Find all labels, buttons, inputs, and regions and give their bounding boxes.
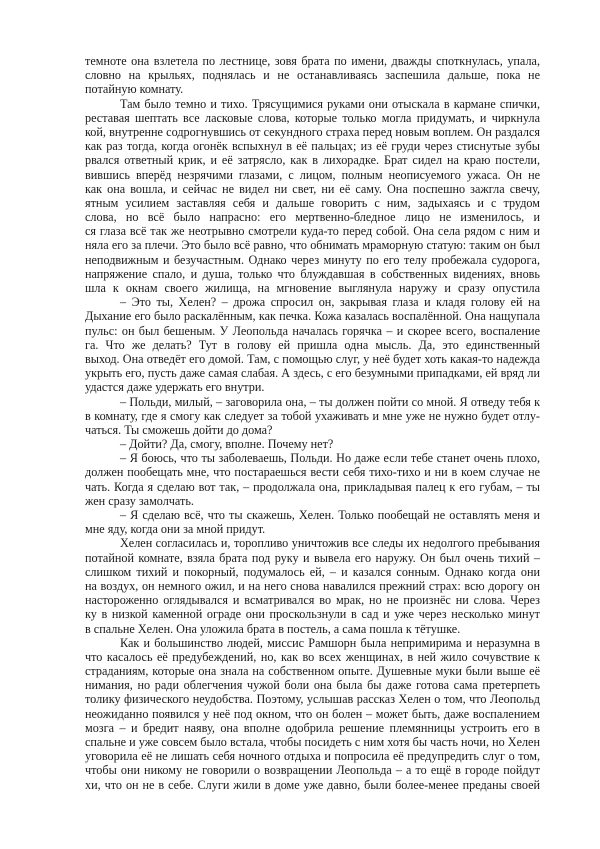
text-line: хи, что он не в себе. Слуги жили в доме уже давно, были более-менее преданы своей [85,777,540,792]
text-line: мне яду, когда они за мной придут. [85,522,266,537]
text-line: – Я сделаю всё, что ты скажешь, Хелен. Только пообещай не оставлять меня и [120,508,540,522]
text-line: словно на крыльях, поднялась и не останавливаясь заспешила дальше, пока не [85,68,540,83]
text-line: жен сразу замолчать. [85,493,194,508]
text-line: неподвижным и безучастным. Однако через минуту по его телу пробежала судорога, [85,252,540,267]
text-line: удастся даже удержать его внутри. [85,380,265,395]
text-line: в спальне Хелен. Она уложила брата в постель, а сама пошла к тётушке. [85,621,461,636]
text-line: няла его за плечи. Это было всё равно, что обнимать мраморную статую: таким он был [85,238,540,253]
text-line: вившись вперёд незрячими глазами, с лицом, полным неописуемого ужаса. Он не [85,167,540,182]
text-line: настороженно оглядывался и всматривался во мрак, но не произнёс ни слова. Через [85,593,540,608]
text-line: чтобы они никому не говорили о возвращении Леопольда – а то ещё в городе пойдут [85,763,540,778]
text-line: неожиданно появился у неё под окном, что он болен – может быть, даже воспалением [85,706,540,721]
text-line: пульс: он был бешеным. У Леопольда началась горячка – и скорее всего, воспаление [85,323,540,338]
text-line: как она вошла, и сейчас не видел ни свет, ни её саму. Она поспешно зажгла свечу, [85,181,540,196]
text-line: укрыть его, пусть даже самая слабая. А здесь, с его безумными припадками, ей вряд ли [85,366,540,381]
text-line: Хелен согласилась и, торопливо уничтожив все следы их недолгого пребывания [120,536,540,551]
text-line: слова, но всё было напрасно: его мертвенно-бледное лицо не изменилось, и [85,210,540,225]
text-line: уговорила её не лишать себя ночного отдыха и попросила её предупредить слуг о том, [85,749,540,764]
text-line: в комнату, где я смогу как следует за тобой ухаживать и мне уже не нужно будет отлу- [85,408,540,423]
text-line: – Дойти? Да, смогу, вполне. Почему нет? [120,437,334,452]
text-line: кой, внутренне содрогнувшись от секундного страха перед новым воплем. Он раздался [85,124,540,139]
text-line: – Это ты, Хелен? – дрожа спросил он, закрывая глаза и кладя голову ей на [120,295,540,310]
text-line: ся глаза всё так же неотрывно смотрели куда-то перед собой. Она села рядом с ним и [85,224,540,239]
text-line: ятным усилием заставляя себя и дальше говорить с ним, задыхаясь и с трудом [85,195,540,210]
text-line: шла к окнам своего жилища, на мгновение выглянула наружу и сразу опустила [85,281,540,295]
text-line: слишком тихий и покорный, подумалось ей, – и казался сонным. Однако когда они [85,564,540,579]
text-line: что касалось её предубеждений, но, как во всех женщинах, в ней жило сочувствие к [85,649,540,664]
text-line: потайной комнате, взяла брата под руку и вывела его наружу. Он был очень тихий – [85,550,540,565]
text-line: страданиям, которые она знала на собственном опыте. Душевные муки были выше её [85,664,540,679]
text-line: га. Что же делать? Тут в голову ей пришла одна мысль. Да, это единственный [85,337,540,352]
text-line: как раз тогда, когда огонёк вспыхнул в её пальцах; из её груди через стиснутые зубы [85,139,540,154]
text-line: потайную комнату. [85,82,184,97]
text-line: мозга – и бредит наяву, она вполне одобрила решение племянницы устроить его в [85,720,540,735]
text-line: на воздух, он немного ожил, и на него снова навалился прежний страх: всю дорогу он [85,578,540,593]
text-line: нимания, но ради облегчения чужой боли она была бы даже готова сама претерпеть [85,678,540,693]
text-line: толику физического неудобства. Поэтому, услышав рассказ Хелен о том, что Леопольд [85,692,540,707]
text-line: темноте она взлетела по лестнице, зовя брата по имени, дважды споткнулась, упала, [85,54,540,68]
text-line: ку в низкой каменной ограде они проскользнули в сад и уже через несколько минут [85,607,540,622]
text-line: Дыхание его было раскалённым, как печка. Кожа казалась воспалённой. Она нащупала [85,309,540,324]
text-line: напряжение спало, и душа, только что блуждавшая в собственных видениях, вновь [85,266,540,281]
text-line: – Я боюсь, что ты заболеваешь, Польди. Но даже если тебе станет очень плохо, [120,451,540,466]
text-line: должен пообещать мне, что постараешься вести себя тихо-тихо и ни в коем случае не [85,465,540,480]
text-line: Как и большинство людей, миссис Рамшорн была непримирима и неразумна в [120,635,540,650]
text-line: – Польди, милый, – заговорила она, – ты должен пойти со мной. Я отведу тебя к [120,394,540,409]
text-line: реставая шептать все ласковые слова, которые только могла придумать, и чиркнула [85,110,540,125]
text-line: чать. Когда я сделаю вот так, – продолжала она, прикладывая палец к его губам, – ты [85,479,540,494]
text-line: Там было темно и тихо. Трясущимися руками они отыскала в кармане спички, [120,96,540,111]
text-line: спальне и уже совсем было встала, чтобы посидеть с ним хотя бы часть ночи, но Хелен [85,735,540,749]
text-line: выход. Она отведёт его домой. Там, с помощью слуг, у неё будет хоть какая-то надежда [85,351,540,366]
text-line: чаться. Ты сможешь дойти до дома? [85,422,273,437]
document-page [85,54,540,792]
text-line: рвался ответный крик, и её затрясло, как в лихорадке. Брат сидел на краю постели, [85,153,540,168]
